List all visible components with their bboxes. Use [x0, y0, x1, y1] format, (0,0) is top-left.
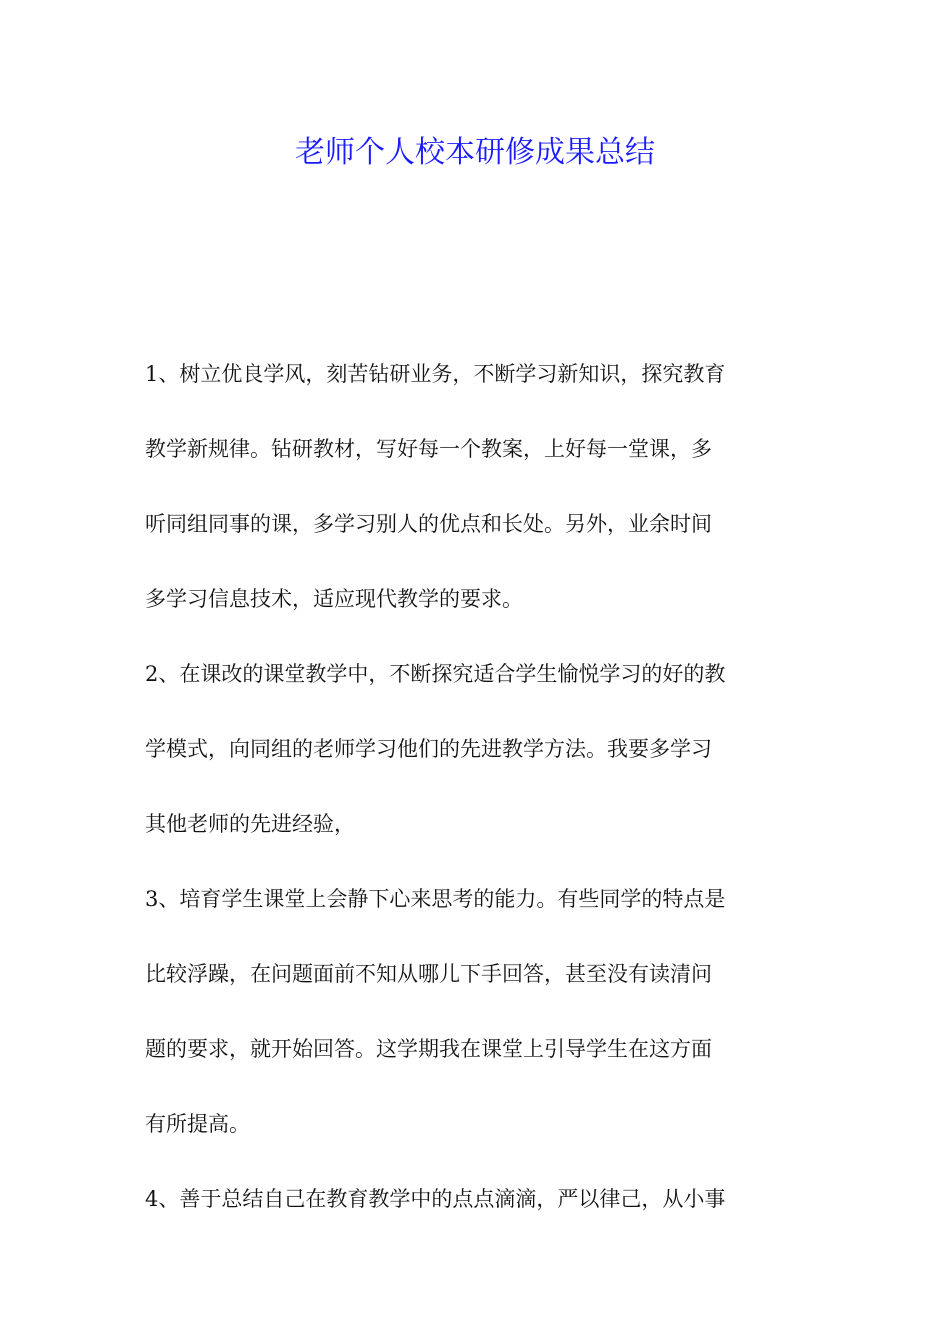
paragraph-1: [145, 337, 810, 637]
text-line: 其他老师的先进经验，: [145, 812, 355, 836]
paragraph-3: [145, 862, 810, 1162]
text-line: 1、树立优良学风，刻苦钻研业务，不断学习新知识，探究教育: [145, 362, 726, 386]
text-line: 4、善于总结自己在教育教学中的点点滴滴，严以律己，从小事: [145, 1187, 726, 1211]
text-line: 学模式，向同组的老师学习他们的先进教学方法。我要多学习: [145, 737, 712, 761]
text-line: 听同组同事的课，多学习别人的优点和长处。另外，业余时间: [145, 512, 712, 536]
document-title: 老师个人校本研修成果总结: [295, 135, 655, 170]
text-line: 比较浮躁，在问题面前不知从哪儿下手回答，甚至没有读清问: [145, 962, 712, 986]
text-line: 多学习信息技术，适应现代教学的要求。: [145, 587, 523, 611]
text-line: 题的要求，就开始回答。这学期我在课堂上引导学生在这方面: [145, 1037, 712, 1061]
text-line: 有所提高。: [145, 1112, 250, 1136]
paragraph-4: [145, 1162, 810, 1237]
paragraph-2: [145, 637, 810, 862]
text-line: 3、培育学生课堂上会静下心来思考的能力。有些同学的特点是: [145, 887, 726, 911]
text-line: 教学新规律。钻研教材，写好每一个教案，上好每一堂课，多: [145, 437, 712, 461]
text-line: 2、在课改的课堂教学中，不断探究适合学生愉悦学习的好的教: [145, 662, 726, 686]
document-body: [145, 337, 810, 1237]
